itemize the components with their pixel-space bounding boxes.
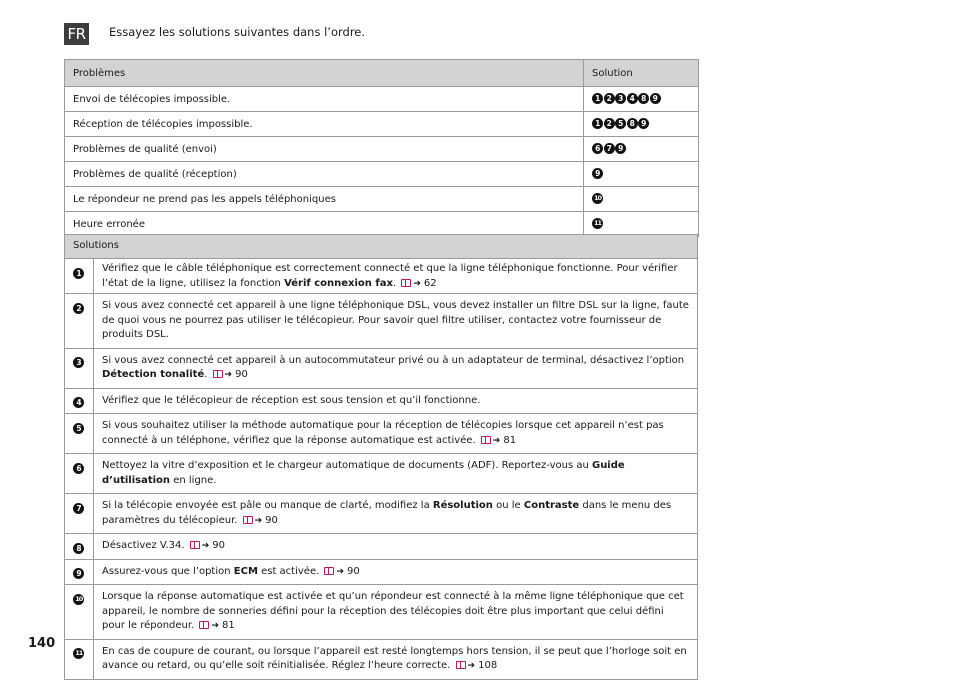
arrow-right-icon: ➔: [211, 621, 219, 631]
solution-row: [65, 534, 698, 560]
solution-number-cell: [65, 454, 94, 494]
solution-number-icon: 11: [593, 219, 602, 227]
book-icon: [481, 436, 491, 444]
solution-text: Si vous avez connecté cet appareil à un autocommutateur privé ou à un adaptateur de terminal, désactivez l’option: [102, 354, 685, 366]
book-icon: [324, 567, 334, 575]
solution-text-cell: [94, 454, 698, 494]
solution-text: Si la télécopie envoyée est pâle ou manque de clarté, modifiez la: [102, 500, 433, 511]
book-icon: [401, 279, 411, 287]
solution-text: dans le menu des paramètres du télécopieur.: [102, 500, 672, 526]
solution-number-icon: 9: [615, 143, 626, 154]
page-reference[interactable]: [241, 515, 278, 526]
solution-number-cell: [65, 414, 94, 454]
problem-cell: Le répondeur ne prend pas les appels téléphoniques: [65, 187, 584, 212]
problems-header-row: [65, 60, 699, 87]
solution-text-cell: [94, 585, 698, 640]
solution-text: .: [204, 369, 211, 380]
solution-number-icon: 1: [73, 268, 84, 279]
solution-number-icon: 10: [75, 594, 83, 603]
setting-name: Contraste: [523, 500, 580, 511]
solution-text: Vérifiez que le télécopieur de réception est sous tension et qu’il fonctionne.: [102, 394, 481, 406]
solution-text: Si vous avez connecté cet appareil à une ligne téléphonique DSL, vous devez installer un filtre DSL sur la ligne, faute de quoi vous ne pourrez pas utiliser le télécopieur. Pour savoir quel filtre utiliser, contactez votre fournisseur de produits DSL.: [102, 300, 689, 340]
solution-row: [65, 494, 698, 534]
book-icon: [213, 370, 223, 378]
solution-text-cell: [94, 414, 698, 454]
solution-text: Assurez-vous que l’option: [102, 565, 234, 577]
book-icon: [243, 516, 253, 524]
setting-name: Résolution: [432, 500, 493, 511]
solution-number-icon: 6: [73, 463, 84, 474]
arrow-right-icon: ➔: [224, 370, 233, 380]
solution-text: Lorsque la réponse automatique est activée et qu’un répondeur est connecté à la même ligne téléphonique que cet appareil, le nombre de sonneries défini pour la réception des télécopies doit être plus important que celui défini pour le répondeur.: [102, 591, 684, 631]
solution-refs-cell: [584, 187, 699, 212]
page-reference[interactable]: [197, 620, 234, 631]
solution-text: Nettoyez la vitre d’exposition et le chargeur automatique de documents (ADF). Reportez-vous au: [102, 460, 592, 471]
solution-number-cell: [65, 639, 94, 679]
solution-number-icon: 2: [604, 93, 615, 104]
setting-name: Guide d’utilisation: [102, 460, 625, 486]
solutions-header-row: [65, 235, 698, 259]
reference-page-number: 81: [222, 620, 235, 631]
solution-number-icon: 5: [73, 423, 84, 434]
solution-text: Si vous souhaitez utiliser la méthode automatique pour la réception de télécopies lorsque cet appareil n’est pas connecté à un téléphone, vérifiez que la réponse automatique est activée.: [102, 420, 664, 446]
book-icon: [199, 621, 209, 629]
solution-text: Désactivez V.34.: [102, 540, 188, 551]
problem-row: [65, 87, 699, 112]
solution-number-icon: 3: [73, 357, 84, 368]
solution-number-icon: 8: [638, 93, 649, 104]
solution-number-cell: [65, 259, 94, 294]
solution-number-icon: 1: [592, 118, 603, 129]
page-reference[interactable]: [211, 369, 248, 380]
solution-number-icon: 4: [627, 93, 638, 104]
solution-number-icon: 1: [592, 93, 603, 104]
reference-page-number: 62: [423, 277, 437, 289]
solution-text-cell: [94, 494, 698, 534]
book-icon: [190, 541, 200, 549]
page-reference[interactable]: [188, 540, 225, 551]
problem-cell: Heure erronée: [65, 212, 584, 237]
solution-text-cell: [94, 259, 698, 294]
solutions-header: Solutions: [65, 235, 698, 259]
solution-number-cell: [65, 534, 94, 560]
solution-refs-cell: [584, 162, 699, 187]
arrow-right-icon: ➔: [467, 661, 476, 671]
solution-number-icon: 2: [604, 118, 615, 129]
solution-row: [65, 348, 698, 388]
setting-name: Vérif connexion fax: [284, 277, 393, 289]
solution-text: .: [392, 277, 400, 289]
solution-number-icon: 10: [593, 194, 602, 202]
problem-row: [65, 187, 699, 212]
solution-number-cell: [65, 348, 94, 388]
solution-text-cell: [94, 348, 698, 388]
solution-row: [65, 559, 698, 585]
reference-page-number: 90: [212, 540, 225, 551]
arrow-right-icon: ➔: [254, 515, 263, 526]
reference-page-number: 90: [347, 565, 360, 577]
arrow-right-icon: ➔: [413, 278, 421, 289]
solution-number-cell: [65, 388, 94, 414]
reference-page-number: 108: [478, 660, 498, 671]
reference-page-number: 90: [235, 369, 248, 380]
solution-refs-cell: [584, 87, 699, 112]
intro-text: Essayez les solutions suivantes dans l’ordre.: [109, 25, 366, 39]
solution-row: [65, 294, 698, 349]
reference-page-number: 81: [503, 434, 517, 446]
solution-row: [65, 454, 698, 494]
solution-row: [65, 388, 698, 414]
page-reference[interactable]: [399, 278, 436, 289]
solution-text-cell: [94, 639, 698, 679]
problems-column-header: Problèmes: [65, 60, 584, 87]
problem-row: [65, 212, 699, 237]
solution-number-icon: 8: [73, 543, 84, 554]
solution-number-icon: 11: [75, 649, 83, 657]
problem-cell: Problèmes de qualité (envoi): [65, 137, 584, 162]
arrow-right-icon: ➔: [492, 435, 501, 446]
solution-row: [65, 414, 698, 454]
problem-row: [65, 162, 699, 187]
language-badge: FR: [64, 23, 89, 45]
problem-cell: Problèmes de qualité (réception): [65, 162, 584, 187]
page-reference[interactable]: [322, 566, 359, 577]
solution-text-cell: [94, 388, 698, 414]
solutions-table: [64, 234, 698, 680]
solution-refs-cell: [584, 112, 699, 137]
reference-page-number: 90: [265, 514, 278, 526]
problem-row: [65, 112, 699, 137]
arrow-right-icon: ➔: [201, 541, 210, 551]
solution-row: [65, 585, 698, 640]
solution-text: est activée.: [257, 565, 323, 577]
page-reference[interactable]: [454, 660, 498, 671]
solution-row: [65, 639, 698, 679]
problem-cell: Envoi de télécopies impossible.: [65, 87, 584, 112]
solution-number-icon: 3: [615, 93, 626, 104]
solution-number-icon: 7: [604, 143, 615, 154]
arrow-right-icon: ➔: [336, 566, 344, 577]
solution-number-cell: [65, 294, 94, 349]
solution-number-icon: 9: [73, 568, 84, 579]
solution-text-cell: [94, 534, 698, 560]
solution-text-cell: [94, 294, 698, 349]
solution-text: ou le: [492, 500, 524, 511]
solution-number-icon: 7: [73, 503, 84, 514]
solution-number-icon: 4: [73, 397, 84, 408]
problem-cell: Réception de télécopies impossible.: [65, 112, 584, 137]
solution-number-icon: 6: [592, 143, 603, 154]
solution-number-icon: 2: [73, 303, 84, 314]
problem-row: [65, 137, 699, 162]
book-icon: [456, 661, 466, 669]
solution-number-icon: 5: [615, 118, 626, 129]
solution-column-header: Solution: [584, 60, 699, 87]
setting-name: ECM: [233, 565, 258, 577]
solution-text: en ligne.: [170, 474, 217, 486]
page-number: 140: [28, 636, 56, 651]
solution-row: [65, 259, 698, 294]
solution-number-cell: [65, 585, 94, 640]
solution-number-icon: 8: [627, 118, 638, 129]
solution-number-icon: 9: [650, 93, 661, 104]
solution-refs-cell: [584, 137, 699, 162]
solution-number-cell: [65, 494, 94, 534]
solution-text: En cas de coupure de courant, ou lorsque l’appareil est resté longtemps hors tension, il se peut que l’horloge soit en avance ou retard, ou qu’elle soit réinitialisée. Réglez l’heure correcte.: [102, 645, 687, 671]
solution-number-icon: 9: [592, 168, 603, 179]
solution-text: Vérifiez que le câble téléphonique est correctement connecté et que la ligne téléphonique fonctionne. Pour vérifier l’état de la ligne, utilisez la fonction: [102, 263, 678, 289]
problems-table: [64, 59, 699, 237]
page-reference[interactable]: [479, 435, 516, 446]
solution-number-icon: 9: [638, 118, 649, 129]
solution-text-cell: [94, 559, 698, 585]
solution-refs-cell: [584, 212, 699, 237]
setting-name: Détection tonalité: [102, 369, 205, 380]
solution-number-cell: [65, 559, 94, 585]
